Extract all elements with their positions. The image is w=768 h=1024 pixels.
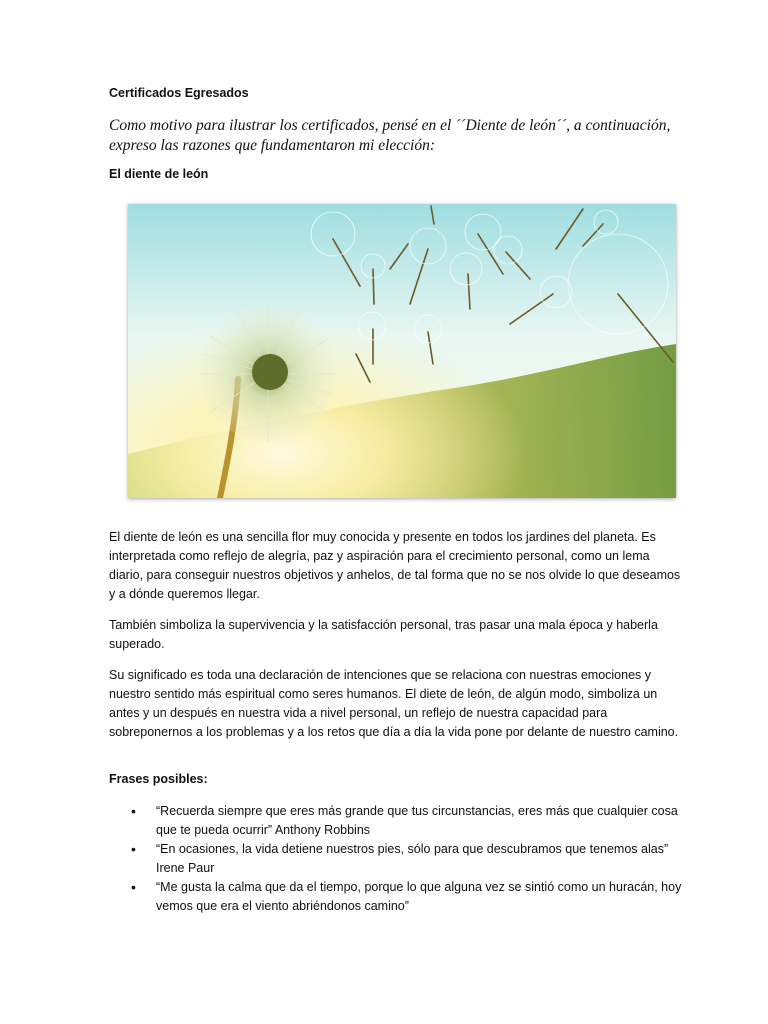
list-item: [109, 878, 689, 916]
bullet-icon: •: [131, 841, 136, 857]
dandelion-photo: [128, 204, 676, 498]
paragraph-3: Su significado es toda una declaración de intenciones que se relaciona con nuestras emociones y nuestro sentido más espiritual como seres humanos. El diete de león, de algún modo, simboliza un antes y un después en nuestra vida a nivel personal, un reflejo de nuestra capacidad para sobreponernos a los problemas y a los retos que día a día la vida pone por delante de nuestro camino.: [109, 668, 679, 739]
bullet-icon: •: [131, 803, 136, 819]
paragraph-2: También simboliza la supervivencia y la satisfacción personal, tras pasar una mala época y haberla superado.: [109, 618, 658, 651]
phrase-text: “En ocasiones, la vida detiene nuestros pies, sólo para que descubramos que tenemos alas” Irene Paur: [156, 842, 669, 875]
phrases-heading: Frases posibles:: [109, 772, 208, 786]
section-heading: El diente de león: [109, 167, 209, 181]
list-item: [109, 802, 689, 840]
phrase-text: “Me gusta la calma que da el tiempo, porque lo que alguna vez se sintió como un huracán, hoy vemos que era el viento abriéndonos camino”: [156, 880, 682, 913]
list-item: [109, 840, 689, 878]
phrase-text: “Recuerda siempre que eres más grande que tus circunstancias, eres más que cualquier cosa que te pueda ocurrir” Anthony Robbins: [156, 804, 678, 837]
paragraph-1: El diente de león es una sencilla flor muy conocida y presente en todos los jardines del planeta. Es interpretada como reflejo de alegría, paz y aspiración para el crecimiento personal, como un lema diario, para conseguir nuestros objetivos y anhelos, de tal forma que no se nos olvide lo que deseamos y a dónde queremos llegar.: [109, 530, 681, 601]
bullet-icon: •: [131, 879, 136, 895]
intro-text: Como motivo para ilustrar los certificados, pensé en el ´´Diente de león´´, a continuación, expreso las razones que fundamentaron mi elección:: [109, 117, 671, 154]
phrases-list: [109, 802, 689, 916]
document-title: Certificados Egresados: [109, 86, 249, 100]
